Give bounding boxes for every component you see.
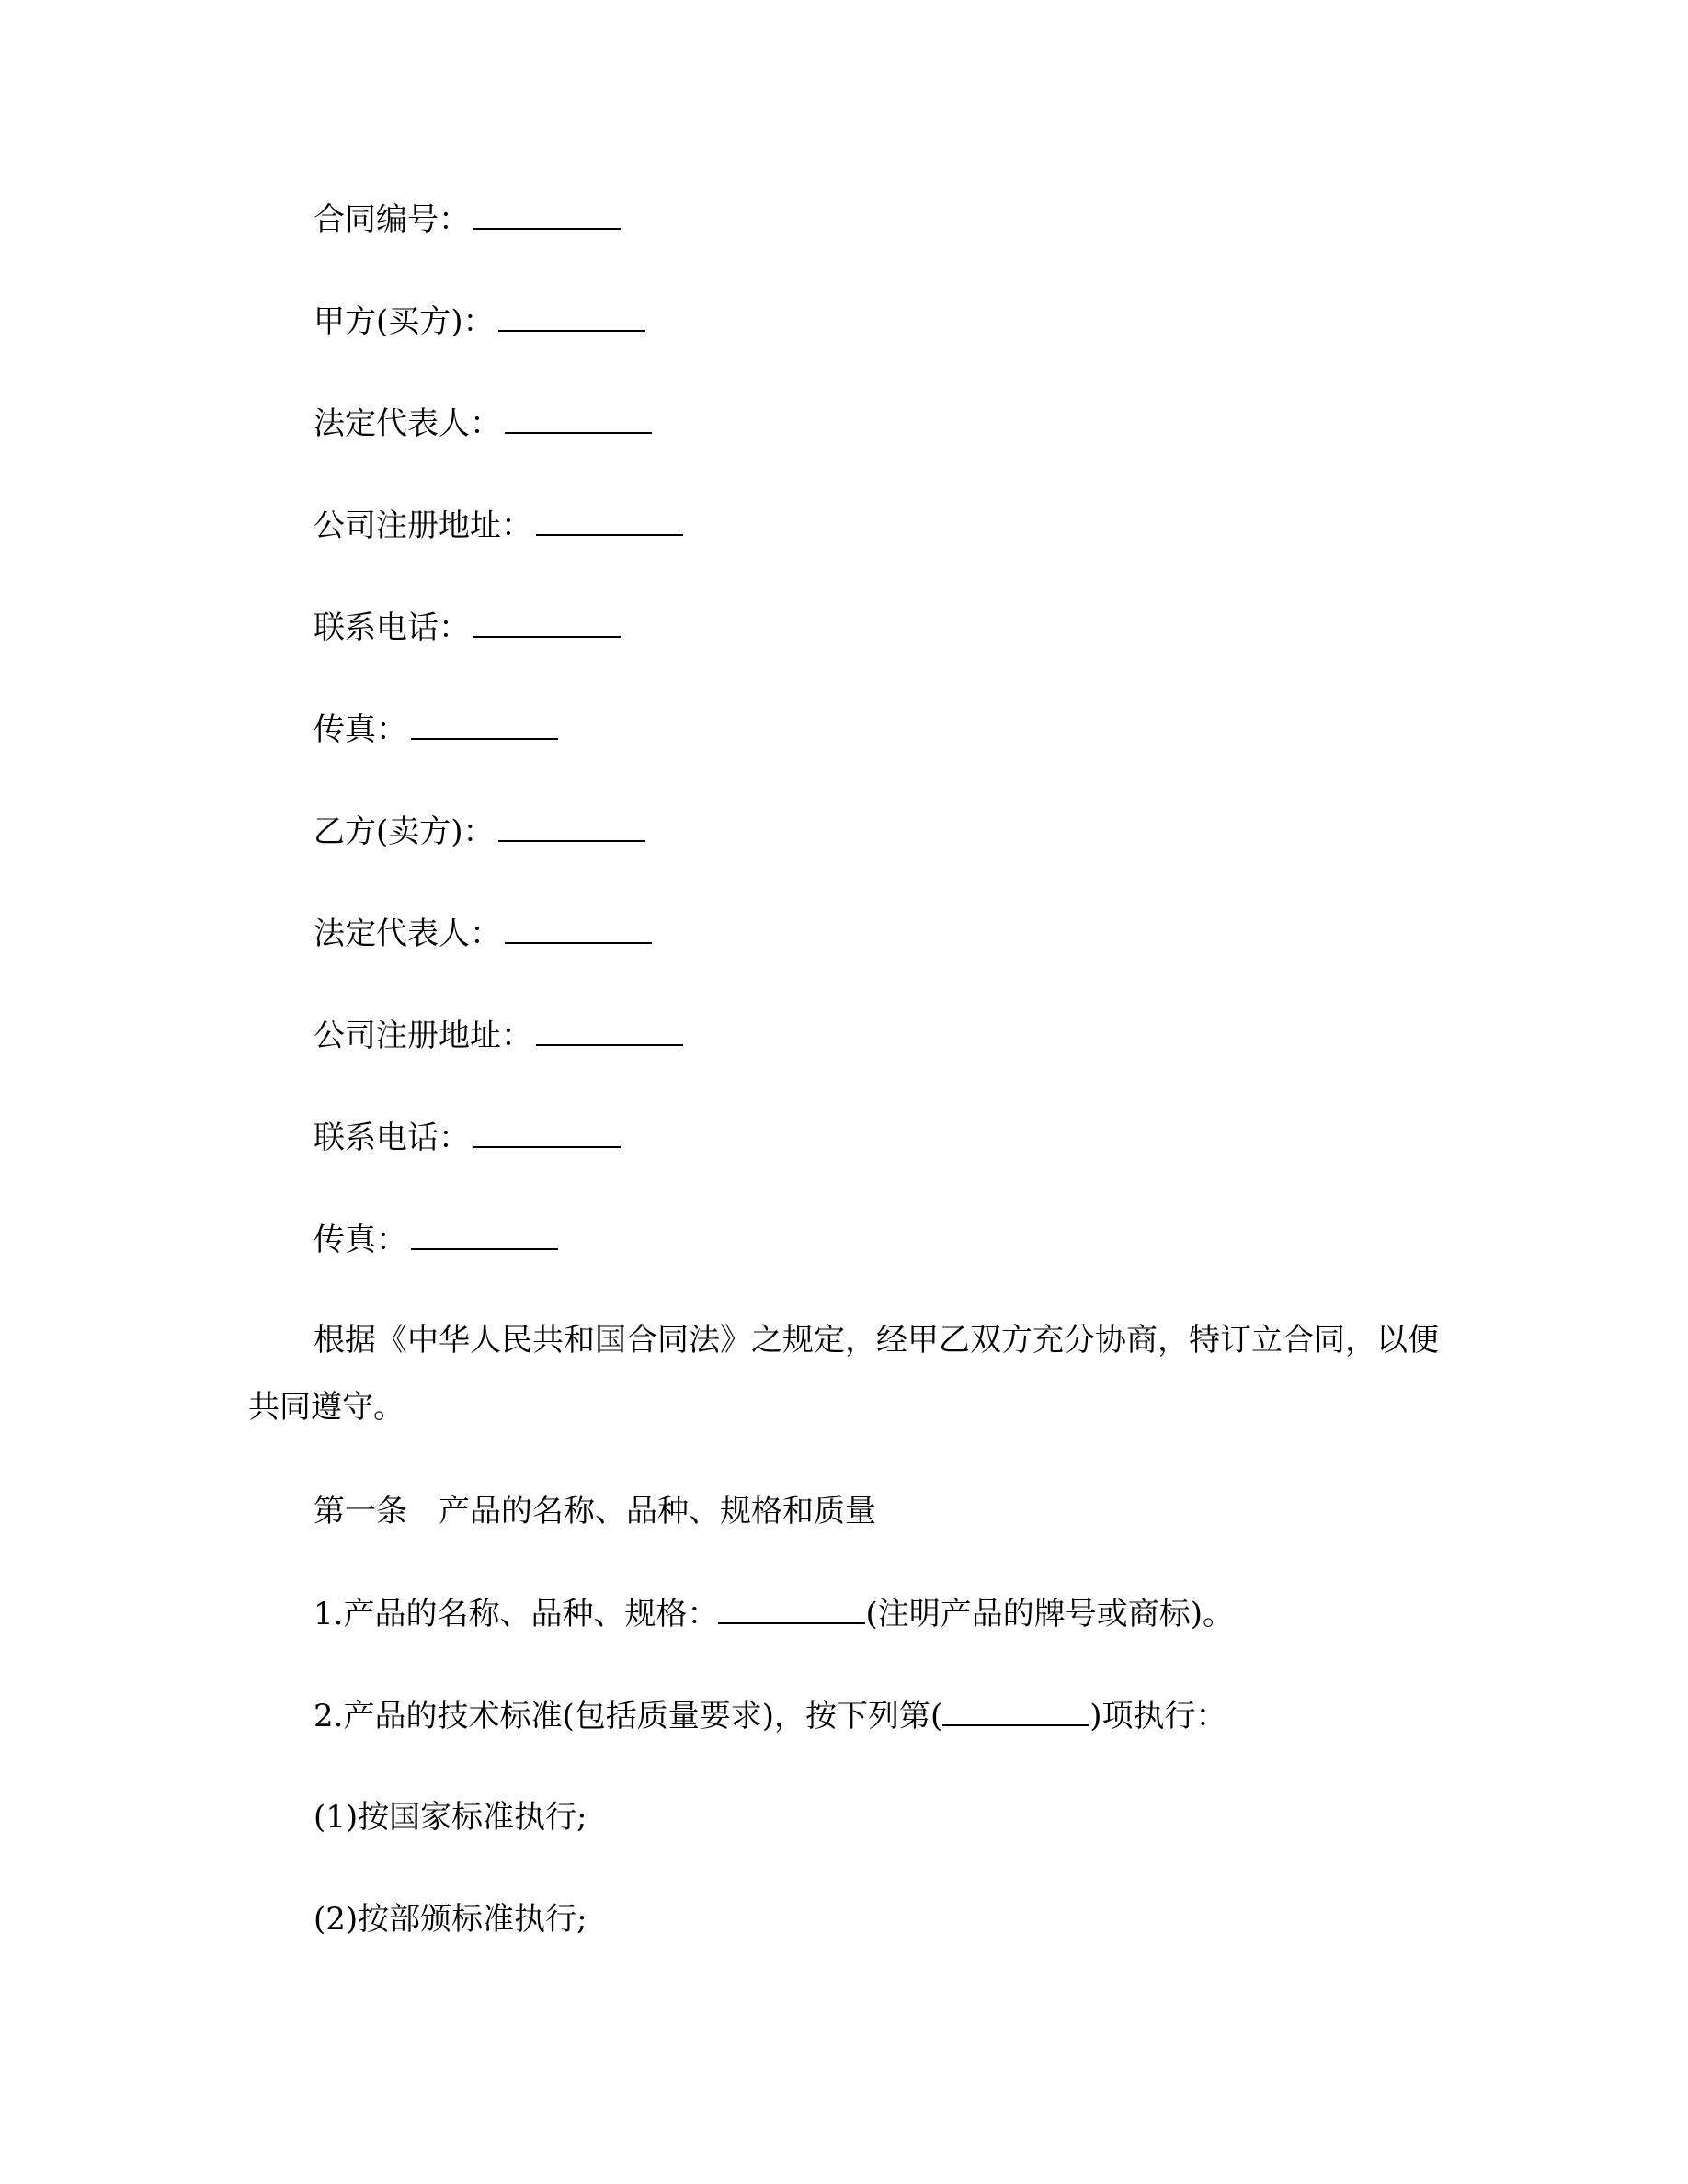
party-b-phone-line <box>314 1119 621 1156</box>
party-b-rep-blank[interactable] <box>505 915 652 944</box>
contract-number-line <box>314 200 621 238</box>
party-a-label: 甲方(买方)： <box>314 303 495 340</box>
party-a-address-line <box>314 506 683 544</box>
item-2-text-before: 2.产品的技术标准(包括质量要求)，按下列第( <box>314 1698 943 1735</box>
intro-paragraph: 根据《中华人民共和国合同法》之规定，经甲乙双方充分协商，特订立合同，以便共同遵守。 <box>248 1322 1439 1426</box>
party-b-address-label: 公司注册地址： <box>314 1018 532 1054</box>
sub-item-2: (2)按部颁标准执行; <box>314 1901 587 1938</box>
party-a-phone-blank[interactable] <box>473 609 621 638</box>
party-b-address-line <box>314 1017 683 1054</box>
party-b-label: 乙方(卖方)： <box>314 813 495 850</box>
party-b-rep-label: 法定代表人： <box>314 916 501 952</box>
article-1-heading <box>314 1493 876 1530</box>
contract-number-label: 合同编号： <box>314 201 470 238</box>
party-a-address-blank[interactable] <box>536 506 683 536</box>
party-a-phone-line <box>314 609 621 646</box>
party-a-address-label: 公司注册地址： <box>314 507 532 544</box>
contract-number-blank[interactable] <box>473 200 621 230</box>
party-b-fax-blank[interactable] <box>411 1221 558 1250</box>
party-a-fax-line <box>314 711 558 748</box>
party-b-phone-blank[interactable] <box>473 1119 621 1148</box>
party-b-phone-label: 联系电话： <box>314 1120 470 1156</box>
item-2-line <box>314 1697 1227 1735</box>
party-b-rep-line <box>314 915 652 952</box>
item-1-line <box>314 1595 1234 1632</box>
item-2-blank[interactable] <box>942 1697 1089 1726</box>
party-a-phone-label: 联系电话： <box>314 609 470 646</box>
party-a-rep-blank[interactable] <box>505 404 652 434</box>
party-b-address-blank[interactable] <box>536 1017 683 1046</box>
party-a-rep-line <box>314 404 652 442</box>
item-1-text: 1.产品的名称、品种、规格： <box>314 1596 719 1632</box>
item-1-note: (注明产品的牌号或商标)。 <box>865 1596 1234 1632</box>
party-a-line <box>314 302 645 340</box>
sub-item-1: (1)按国家标准执行; <box>314 1799 587 1836</box>
party-b-line <box>314 813 645 850</box>
party-b-fax-line <box>314 1221 558 1258</box>
article-1-number: 第一条 <box>314 1493 407 1530</box>
party-a-blank[interactable] <box>498 302 645 332</box>
article-1-title: 产品的名称、品种、规格和质量 <box>439 1493 876 1530</box>
item-1-blank[interactable] <box>718 1595 865 1624</box>
party-a-fax-label: 传真： <box>314 711 407 748</box>
party-a-fax-blank[interactable] <box>411 711 558 740</box>
party-b-fax-label: 传真： <box>314 1222 407 1258</box>
party-a-rep-label: 法定代表人： <box>314 405 501 442</box>
party-b-blank[interactable] <box>498 813 645 842</box>
item-2-text-after: )项执行： <box>1089 1698 1227 1735</box>
